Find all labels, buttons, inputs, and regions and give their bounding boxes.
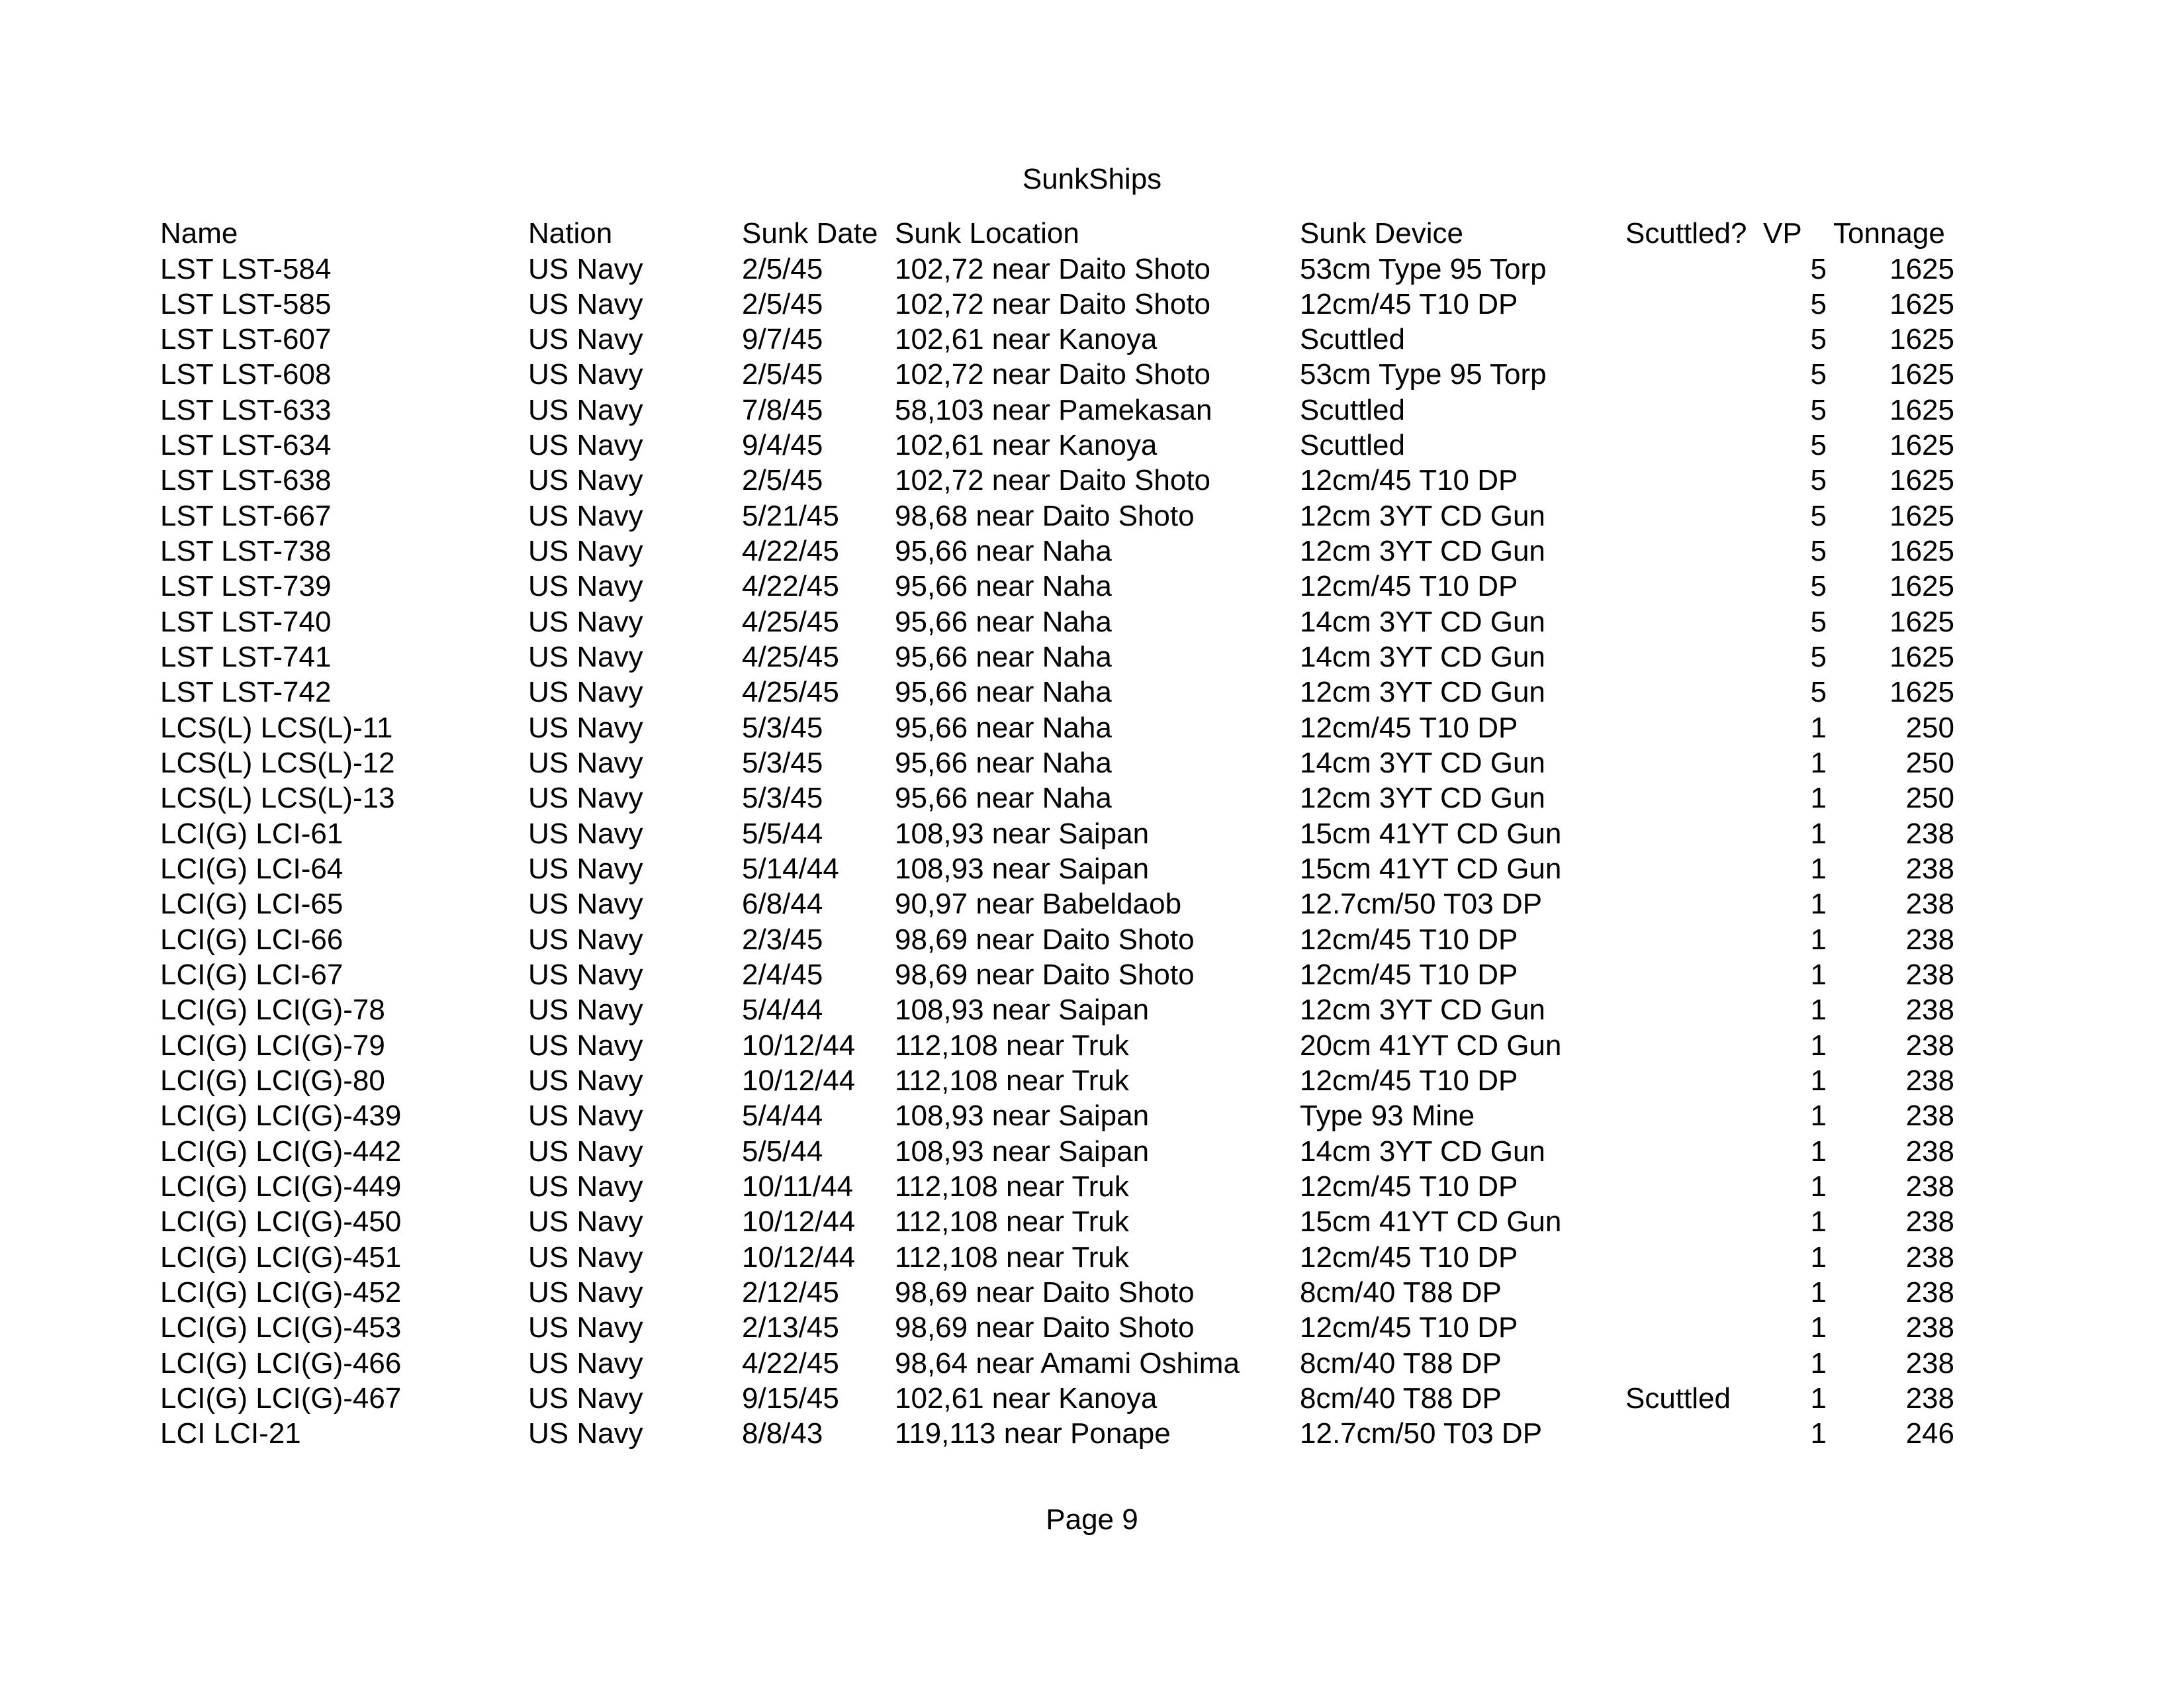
vp: 1 xyxy=(1810,1064,1827,1098)
sunk-location: 102,72 near Daito Shoto xyxy=(895,252,1211,285)
sunk-device: 14cm 3YT CD Gun xyxy=(1300,605,1545,638)
table-row xyxy=(0,710,2184,745)
sunk-device: 12cm/45 T10 DP xyxy=(1300,1241,1518,1274)
sunk-date: 2/3/45 xyxy=(742,923,823,956)
ship-name: LCI(G) LCI(G)-453 xyxy=(160,1311,402,1344)
sunk-device: 12cm/45 T10 DP xyxy=(1300,464,1518,497)
ship-name: LCI(G) LCI(G)-451 xyxy=(160,1241,402,1274)
tonnage: 238 xyxy=(1905,817,1954,850)
sunk-location: 95,66 near Naha xyxy=(895,641,1112,674)
sunk-location: 95,66 near Naha xyxy=(895,535,1112,568)
sunk-device: 53cm Type 95 Torp xyxy=(1300,358,1547,391)
sunk-device: 12cm/45 T10 DP xyxy=(1300,1311,1518,1344)
sunk-location: 98,69 near Daito Shoto xyxy=(895,1276,1195,1309)
sunk-device: 12cm 3YT CD Gun xyxy=(1300,994,1545,1027)
table-row xyxy=(0,1134,2184,1169)
table-row xyxy=(0,1204,2184,1239)
vp: 5 xyxy=(1810,287,1827,320)
sunk-device: 12cm/45 T10 DP xyxy=(1300,287,1518,320)
nation: US Navy xyxy=(528,1346,643,1380)
sunk-date: 9/4/45 xyxy=(742,429,823,462)
table-row xyxy=(0,534,2184,569)
table-row xyxy=(0,463,2184,498)
vp: 1 xyxy=(1810,1346,1827,1380)
scuttled: Scuttled xyxy=(1625,1382,1731,1415)
nation: US Navy xyxy=(528,1241,643,1274)
ship-name: LST LST-742 xyxy=(160,676,332,709)
nation: US Navy xyxy=(528,1311,643,1344)
table-row xyxy=(0,1063,2184,1098)
tonnage: 238 xyxy=(1905,1100,1954,1133)
ship-name: LCI(G) LCI-64 xyxy=(160,853,343,886)
vp: 1 xyxy=(1810,711,1827,744)
sunk-device: 20cm 41YT CD Gun xyxy=(1300,1029,1562,1062)
sunk-date: 2/13/45 xyxy=(742,1311,839,1344)
table-row xyxy=(0,992,2184,1027)
sunk-date: 2/5/45 xyxy=(742,287,823,320)
table-row xyxy=(0,1275,2184,1310)
ship-name: LST LST-607 xyxy=(160,323,332,356)
sunk-device: 15cm 41YT CD Gun xyxy=(1300,1205,1562,1239)
sunk-device: 12cm 3YT CD Gun xyxy=(1300,499,1545,532)
ship-name: LST LST-584 xyxy=(160,252,332,285)
sunk-location: 98,69 near Daito Shoto xyxy=(895,923,1195,956)
ship-name: LST LST-740 xyxy=(160,605,332,638)
nation: US Navy xyxy=(528,464,643,497)
nation: US Navy xyxy=(528,605,643,638)
sunk-location: 95,66 near Naha xyxy=(895,747,1112,780)
vp: 1 xyxy=(1810,1100,1827,1133)
sunk-device: 8cm/40 T88 DP xyxy=(1300,1346,1502,1380)
table-row xyxy=(0,639,2184,675)
sunk-location: 102,61 near Kanoya xyxy=(895,429,1158,462)
ship-name: LCS(L) LCS(L)-13 xyxy=(160,782,395,815)
vp: 1 xyxy=(1810,1205,1827,1239)
nation: US Navy xyxy=(528,782,643,815)
tonnage: 1625 xyxy=(1889,535,1954,568)
table-row xyxy=(0,498,2184,534)
sunk-date: 5/14/44 xyxy=(742,853,839,886)
nation: US Navy xyxy=(528,959,643,992)
ship-name: LCI(G) LCI(G)-466 xyxy=(160,1346,402,1380)
vp: 1 xyxy=(1810,1029,1827,1062)
tonnage: 1625 xyxy=(1889,641,1954,674)
nation: US Navy xyxy=(528,1276,643,1309)
vp: 1 xyxy=(1810,1241,1827,1274)
ship-name: LST LST-738 xyxy=(160,535,332,568)
table-row xyxy=(0,851,2184,886)
sunk-date: 10/12/44 xyxy=(742,1029,856,1062)
sunk-date: 5/3/45 xyxy=(742,747,823,780)
nation: US Navy xyxy=(528,323,643,356)
sunk-device: 53cm Type 95 Torp xyxy=(1300,252,1547,285)
ship-name: LST LST-634 xyxy=(160,429,332,462)
sunk-date: 7/8/45 xyxy=(742,393,823,426)
ship-name: LCI(G) LCI-67 xyxy=(160,959,343,992)
ship-name: LCS(L) LCS(L)-11 xyxy=(160,711,393,744)
sunk-location: 98,68 near Daito Shoto xyxy=(895,499,1195,532)
sunk-location: 95,66 near Naha xyxy=(895,605,1112,638)
table-row xyxy=(0,1098,2184,1133)
table-row xyxy=(0,1346,2184,1381)
sunk-device: 12cm/45 T10 DP xyxy=(1300,570,1518,603)
sunk-date: 5/5/44 xyxy=(742,817,823,850)
nation: US Navy xyxy=(528,1135,643,1168)
sunk-date: 4/22/45 xyxy=(742,535,839,568)
sunk-location: 108,93 near Saipan xyxy=(895,1135,1150,1168)
ship-name: LCI(G) LCI(G)-78 xyxy=(160,994,385,1027)
sunk-location: 108,93 near Saipan xyxy=(895,853,1150,886)
sunk-location: 98,64 near Amami Oshima xyxy=(895,1346,1240,1380)
tonnage: 1625 xyxy=(1889,358,1954,391)
nation: US Navy xyxy=(528,1029,643,1062)
sunk-device: 14cm 3YT CD Gun xyxy=(1300,747,1545,780)
sunk-device: 12cm/45 T10 DP xyxy=(1300,1170,1518,1203)
ship-name: LCI(G) LCI(G)-452 xyxy=(160,1276,402,1309)
vp: 1 xyxy=(1810,1276,1827,1309)
table-row xyxy=(0,287,2184,322)
sunk-device: 15cm 41YT CD Gun xyxy=(1300,817,1562,850)
vp: 5 xyxy=(1810,358,1827,391)
table-row xyxy=(0,957,2184,992)
ship-name: LCI(G) LCI-66 xyxy=(160,923,343,956)
page-number: Page 9 xyxy=(1046,1503,1138,1536)
sunk-date: 10/12/44 xyxy=(742,1064,856,1098)
sunk-date: 2/5/45 xyxy=(742,358,823,391)
vp: 1 xyxy=(1810,853,1827,886)
nation: US Navy xyxy=(528,1064,643,1098)
sunk-date: 8/8/43 xyxy=(742,1417,823,1450)
nation: US Navy xyxy=(528,1170,643,1203)
sunk-device: 12cm 3YT CD Gun xyxy=(1300,535,1545,568)
tonnage: 250 xyxy=(1905,711,1954,744)
table-row xyxy=(0,780,2184,816)
tonnage: 238 xyxy=(1905,1276,1954,1309)
table-row xyxy=(0,428,2184,463)
header-tonnage: Tonnage xyxy=(1833,217,1945,250)
ship-name: LST LST-608 xyxy=(160,358,332,391)
ship-name: LCI LCI-21 xyxy=(160,1417,301,1450)
nation: US Navy xyxy=(528,676,643,709)
nation: US Navy xyxy=(528,1382,643,1415)
sunk-device: 8cm/40 T88 DP xyxy=(1300,1276,1502,1309)
sunk-device: 8cm/40 T88 DP xyxy=(1300,1382,1502,1415)
tonnage: 1625 xyxy=(1889,393,1954,426)
nation: US Navy xyxy=(528,711,643,744)
sunk-date: 2/4/45 xyxy=(742,959,823,992)
vp: 1 xyxy=(1810,994,1827,1027)
sunk-device: 12cm/45 T10 DP xyxy=(1300,923,1518,956)
ship-name: LCI(G) LCI(G)-467 xyxy=(160,1382,402,1415)
table-row xyxy=(0,357,2184,392)
sunk-device: 14cm 3YT CD Gun xyxy=(1300,641,1545,674)
sunk-date: 4/22/45 xyxy=(742,1346,839,1380)
table-row xyxy=(0,1310,2184,1345)
table-row xyxy=(0,393,2184,428)
vp: 1 xyxy=(1810,1311,1827,1344)
sunk-date: 5/4/44 xyxy=(742,1100,823,1133)
table-row xyxy=(0,1240,2184,1275)
vp: 5 xyxy=(1810,676,1827,709)
sunk-device: 12cm/45 T10 DP xyxy=(1300,959,1518,992)
table-row xyxy=(0,569,2184,604)
header-vp: VP xyxy=(1763,217,1802,250)
ship-name: LCI(G) LCI(G)-80 xyxy=(160,1064,385,1098)
sunk-device: Scuttled xyxy=(1300,429,1405,462)
sunk-device: 12.7cm/50 T03 DP xyxy=(1300,1417,1543,1450)
ship-name: LST LST-739 xyxy=(160,570,332,603)
vp: 1 xyxy=(1810,1382,1827,1415)
vp: 5 xyxy=(1810,429,1827,462)
sunk-location: 95,66 near Naha xyxy=(895,570,1112,603)
nation: US Navy xyxy=(528,287,643,320)
table-row xyxy=(0,1028,2184,1063)
sunk-date: 4/25/45 xyxy=(742,641,839,674)
ship-name: LST LST-667 xyxy=(160,499,332,532)
sunk-date: 2/5/45 xyxy=(742,252,823,285)
ship-name: LCS(L) LCS(L)-12 xyxy=(160,747,395,780)
vp: 5 xyxy=(1810,641,1827,674)
vp: 5 xyxy=(1810,605,1827,638)
sunk-device: 12cm/45 T10 DP xyxy=(1300,711,1518,744)
sunk-date: 4/25/45 xyxy=(742,676,839,709)
tonnage: 238 xyxy=(1905,1241,1954,1274)
header-sunk-device: Sunk Device xyxy=(1300,217,1464,250)
sunk-location: 102,72 near Daito Shoto xyxy=(895,464,1211,497)
sunk-date: 5/3/45 xyxy=(742,711,823,744)
table-row xyxy=(0,252,2184,287)
sunk-date: 5/4/44 xyxy=(742,994,823,1027)
sunk-location: 102,72 near Daito Shoto xyxy=(895,287,1211,320)
tonnage: 238 xyxy=(1905,1064,1954,1098)
vp: 5 xyxy=(1810,323,1827,356)
tonnage: 1625 xyxy=(1889,605,1954,638)
sunk-location: 58,103 near Pamekasan xyxy=(895,393,1212,426)
ship-name: LST LST-633 xyxy=(160,393,332,426)
sunk-device: 12.7cm/50 T03 DP xyxy=(1300,888,1543,921)
vp: 1 xyxy=(1810,1170,1827,1203)
tonnage: 238 xyxy=(1905,959,1954,992)
sunk-location: 112,108 near Truk xyxy=(895,1205,1129,1239)
tonnage: 1625 xyxy=(1889,252,1954,285)
sunk-location: 98,69 near Daito Shoto xyxy=(895,959,1195,992)
nation: US Navy xyxy=(528,570,643,603)
ship-name: LCI(G) LCI(G)-442 xyxy=(160,1135,402,1168)
ship-name: LCI(G) LCI-61 xyxy=(160,817,343,850)
sunk-location: 98,69 near Daito Shoto xyxy=(895,1311,1195,1344)
tonnage: 238 xyxy=(1905,888,1954,921)
sunk-date: 5/3/45 xyxy=(742,782,823,815)
ship-name: LST LST-638 xyxy=(160,464,332,497)
tonnage: 1625 xyxy=(1889,429,1954,462)
nation: US Navy xyxy=(528,1100,643,1133)
sunk-location: 102,72 near Daito Shoto xyxy=(895,358,1211,391)
sunk-location: 112,108 near Truk xyxy=(895,1064,1129,1098)
vp: 5 xyxy=(1810,393,1827,426)
table-row xyxy=(0,1381,2184,1416)
nation: US Navy xyxy=(528,358,643,391)
tonnage: 1625 xyxy=(1889,323,1954,356)
tonnage: 250 xyxy=(1905,782,1954,815)
sunk-location: 90,97 near Babeldaob xyxy=(895,888,1182,921)
nation: US Navy xyxy=(528,252,643,285)
header-scuttled: Scuttled? xyxy=(1625,217,1747,250)
sunk-date: 10/11/44 xyxy=(742,1170,854,1203)
sunk-location: 108,93 near Saipan xyxy=(895,994,1150,1027)
sunk-location: 108,93 near Saipan xyxy=(895,1100,1150,1133)
tonnage: 238 xyxy=(1905,1029,1954,1062)
vp: 5 xyxy=(1810,499,1827,532)
nation: US Navy xyxy=(528,747,643,780)
nation: US Navy xyxy=(528,499,643,532)
sunk-date: 6/8/44 xyxy=(742,888,823,921)
nation: US Navy xyxy=(528,853,643,886)
header-nation: Nation xyxy=(528,217,613,250)
sunk-device: 14cm 3YT CD Gun xyxy=(1300,1135,1545,1168)
tonnage: 238 xyxy=(1905,1170,1954,1203)
vp: 5 xyxy=(1810,535,1827,568)
table-row xyxy=(0,1169,2184,1204)
table-row xyxy=(0,816,2184,851)
sunk-location: 112,108 near Truk xyxy=(895,1241,1129,1274)
nation: US Navy xyxy=(528,1205,643,1239)
vp: 5 xyxy=(1810,570,1827,603)
nation: US Navy xyxy=(528,994,643,1027)
vp: 5 xyxy=(1810,464,1827,497)
sunk-location: 112,108 near Truk xyxy=(895,1170,1129,1203)
vp: 1 xyxy=(1810,817,1827,850)
tonnage: 238 xyxy=(1905,1135,1954,1168)
table-row xyxy=(0,922,2184,957)
vp: 1 xyxy=(1810,959,1827,992)
sheet-title: SunkShips xyxy=(1022,163,1162,195)
ship-name: LCI(G) LCI(G)-79 xyxy=(160,1029,385,1062)
ship-name: LST LST-741 xyxy=(160,641,332,674)
vp: 1 xyxy=(1810,1417,1827,1450)
nation: US Navy xyxy=(528,817,643,850)
vp: 1 xyxy=(1810,888,1827,921)
sunk-location: 102,61 near Kanoya xyxy=(895,323,1158,356)
nation: US Navy xyxy=(528,1417,643,1450)
vp: 1 xyxy=(1810,1135,1827,1168)
ship-name: LST LST-585 xyxy=(160,287,332,320)
sunk-date: 5/21/45 xyxy=(742,499,839,532)
tonnage: 1625 xyxy=(1889,464,1954,497)
tonnage: 246 xyxy=(1905,1417,1954,1450)
header-row xyxy=(0,216,2184,251)
table-row xyxy=(0,322,2184,357)
sunk-device: Type 93 Mine xyxy=(1300,1100,1475,1133)
sunk-date: 2/5/45 xyxy=(742,464,823,497)
sunk-device: 12cm 3YT CD Gun xyxy=(1300,782,1545,815)
sunk-location: 95,66 near Naha xyxy=(895,782,1112,815)
sunk-device: 12cm/45 T10 DP xyxy=(1300,1064,1518,1098)
tonnage: 238 xyxy=(1905,853,1954,886)
vp: 1 xyxy=(1810,782,1827,815)
sunk-location: 119,113 near Ponape xyxy=(895,1417,1171,1450)
sunk-device: 15cm 41YT CD Gun xyxy=(1300,853,1562,886)
sunk-date: 4/22/45 xyxy=(742,570,839,603)
vp: 1 xyxy=(1810,923,1827,956)
sunk-location: 108,93 near Saipan xyxy=(895,817,1150,850)
tonnage: 1625 xyxy=(1889,570,1954,603)
table-row xyxy=(0,604,2184,639)
tonnage: 238 xyxy=(1905,1346,1954,1380)
ship-name: LCI(G) LCI(G)-449 xyxy=(160,1170,402,1203)
ship-name: LCI(G) LCI(G)-450 xyxy=(160,1205,402,1239)
sunk-device: Scuttled xyxy=(1300,323,1405,356)
sunk-date: 2/12/45 xyxy=(742,1276,839,1309)
nation: US Navy xyxy=(528,429,643,462)
sunk-date: 10/12/44 xyxy=(742,1241,856,1274)
header-name: Name xyxy=(160,217,238,250)
nation: US Navy xyxy=(528,641,643,674)
tonnage: 238 xyxy=(1905,994,1954,1027)
sunk-location: 95,66 near Naha xyxy=(895,676,1112,709)
tonnage: 238 xyxy=(1905,1311,1954,1344)
sunk-location: 112,108 near Truk xyxy=(895,1029,1129,1062)
table-row xyxy=(0,886,2184,921)
nation: US Navy xyxy=(528,393,643,426)
sunk-location: 102,61 near Kanoya xyxy=(895,1382,1158,1415)
ship-name: LCI(G) LCI-65 xyxy=(160,888,343,921)
tonnage: 238 xyxy=(1905,923,1954,956)
sunk-location: 95,66 near Naha xyxy=(895,711,1112,744)
sunk-date: 5/5/44 xyxy=(742,1135,823,1168)
tonnage: 1625 xyxy=(1889,287,1954,320)
sunk-device: Scuttled xyxy=(1300,393,1405,426)
sunk-date: 10/12/44 xyxy=(742,1205,856,1239)
tonnage: 1625 xyxy=(1889,499,1954,532)
table-row xyxy=(0,1416,2184,1451)
nation: US Navy xyxy=(528,535,643,568)
vp: 1 xyxy=(1810,747,1827,780)
table-row xyxy=(0,675,2184,710)
sunk-date: 9/7/45 xyxy=(742,323,823,356)
header-sunk-date: Sunk Date xyxy=(742,217,878,250)
ship-name: LCI(G) LCI(G)-439 xyxy=(160,1100,402,1133)
nation: US Navy xyxy=(528,923,643,956)
nation: US Navy xyxy=(528,888,643,921)
sunk-date: 9/15/45 xyxy=(742,1382,839,1415)
vp: 5 xyxy=(1810,252,1827,285)
tonnage: 250 xyxy=(1905,747,1954,780)
tonnage: 238 xyxy=(1905,1205,1954,1239)
tonnage: 238 xyxy=(1905,1382,1954,1415)
sunk-date: 4/25/45 xyxy=(742,605,839,638)
header-sunk-location: Sunk Location xyxy=(895,217,1079,250)
sunk-device: 12cm 3YT CD Gun xyxy=(1300,676,1545,709)
tonnage: 1625 xyxy=(1889,676,1954,709)
table-row xyxy=(0,745,2184,780)
